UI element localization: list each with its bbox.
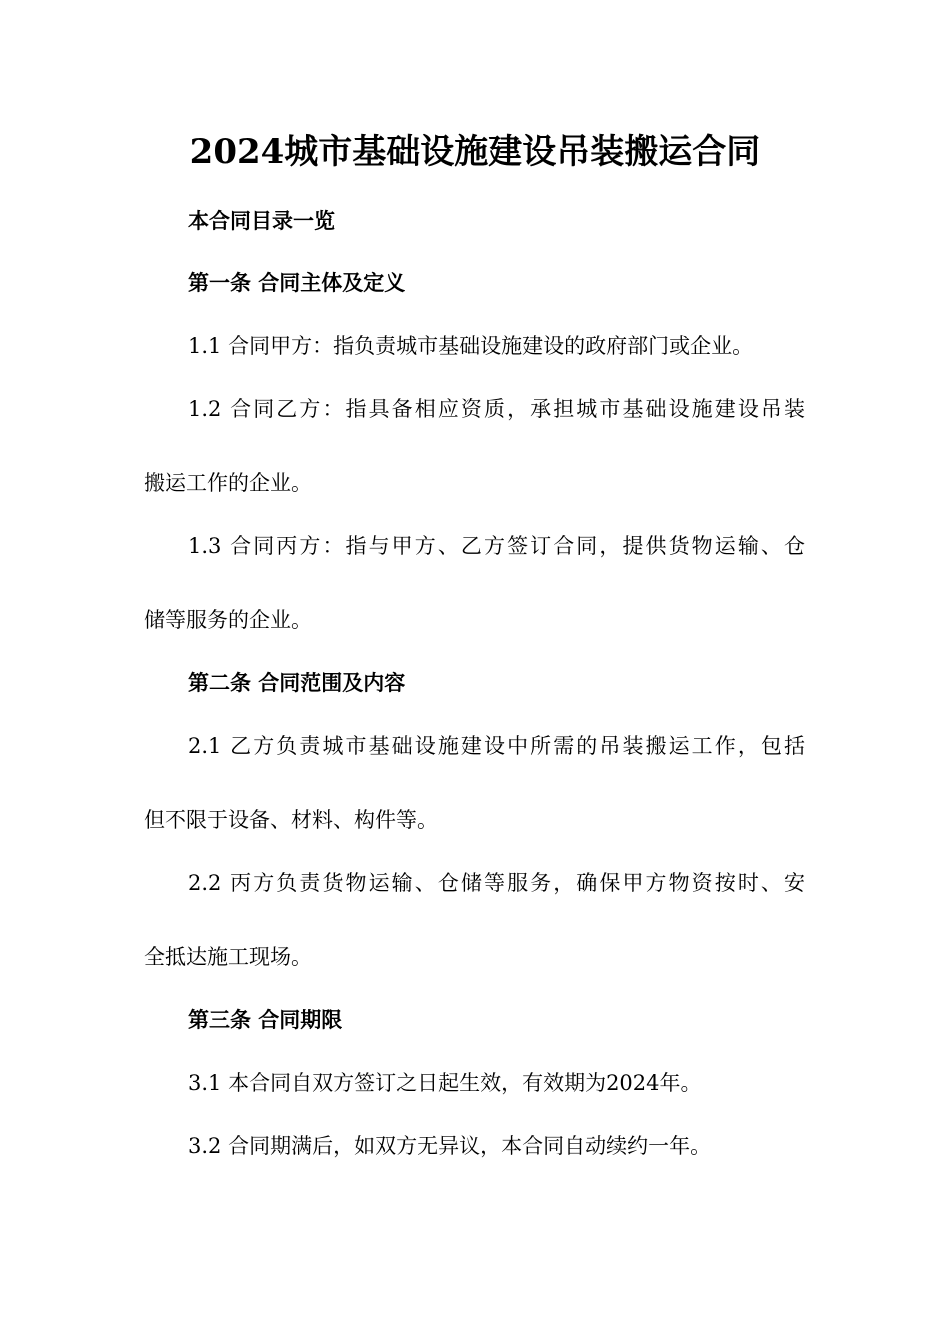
toc-heading: 本合同目录一览 xyxy=(188,208,335,233)
clause-1-1: 1.1 合同甲方：指负责城市基础设施建设的政府部门或企业。 xyxy=(188,334,754,358)
clause-3-1: 3.1 本合同自双方签订之日起生效，有效期为2024年。 xyxy=(188,1071,702,1095)
clause-1-2-line-1: 1.2 合同乙方：指具备相应资质，承担城市基础设施建设吊装 xyxy=(188,397,805,421)
clause-2-2-line-1: 2.2 丙方负责货物运输、仓储等服务，确保甲方物资按时、安 xyxy=(188,871,805,895)
clause-1-2-line-2: 搬运工作的企业。 xyxy=(144,471,312,495)
clause-3-2: 3.2 合同期满后，如双方无异议，本合同自动续约一年。 xyxy=(188,1134,712,1158)
article-2-heading: 第二条 合同范围及内容 xyxy=(188,670,406,695)
clause-1-3-line-1: 1.3 合同丙方：指与甲方、乙方签订合同，提供货物运输、仓 xyxy=(188,534,805,558)
article-1-heading: 第一条 合同主体及定义 xyxy=(188,270,406,295)
clause-2-2-line-2: 全抵达施工现场。 xyxy=(144,945,312,969)
article-3-heading: 第三条 合同期限 xyxy=(188,1007,343,1032)
clause-2-1-line-2: 但不限于设备、材料、构件等。 xyxy=(144,808,438,832)
document-title: 2024城市基础设施建设吊装搬运合同 xyxy=(189,132,761,172)
clause-2-1-line-1: 2.1 乙方负责城市基础设施建设中所需的吊装搬运工作，包括 xyxy=(188,734,805,758)
clause-1-3-line-2: 储等服务的企业。 xyxy=(144,608,312,632)
